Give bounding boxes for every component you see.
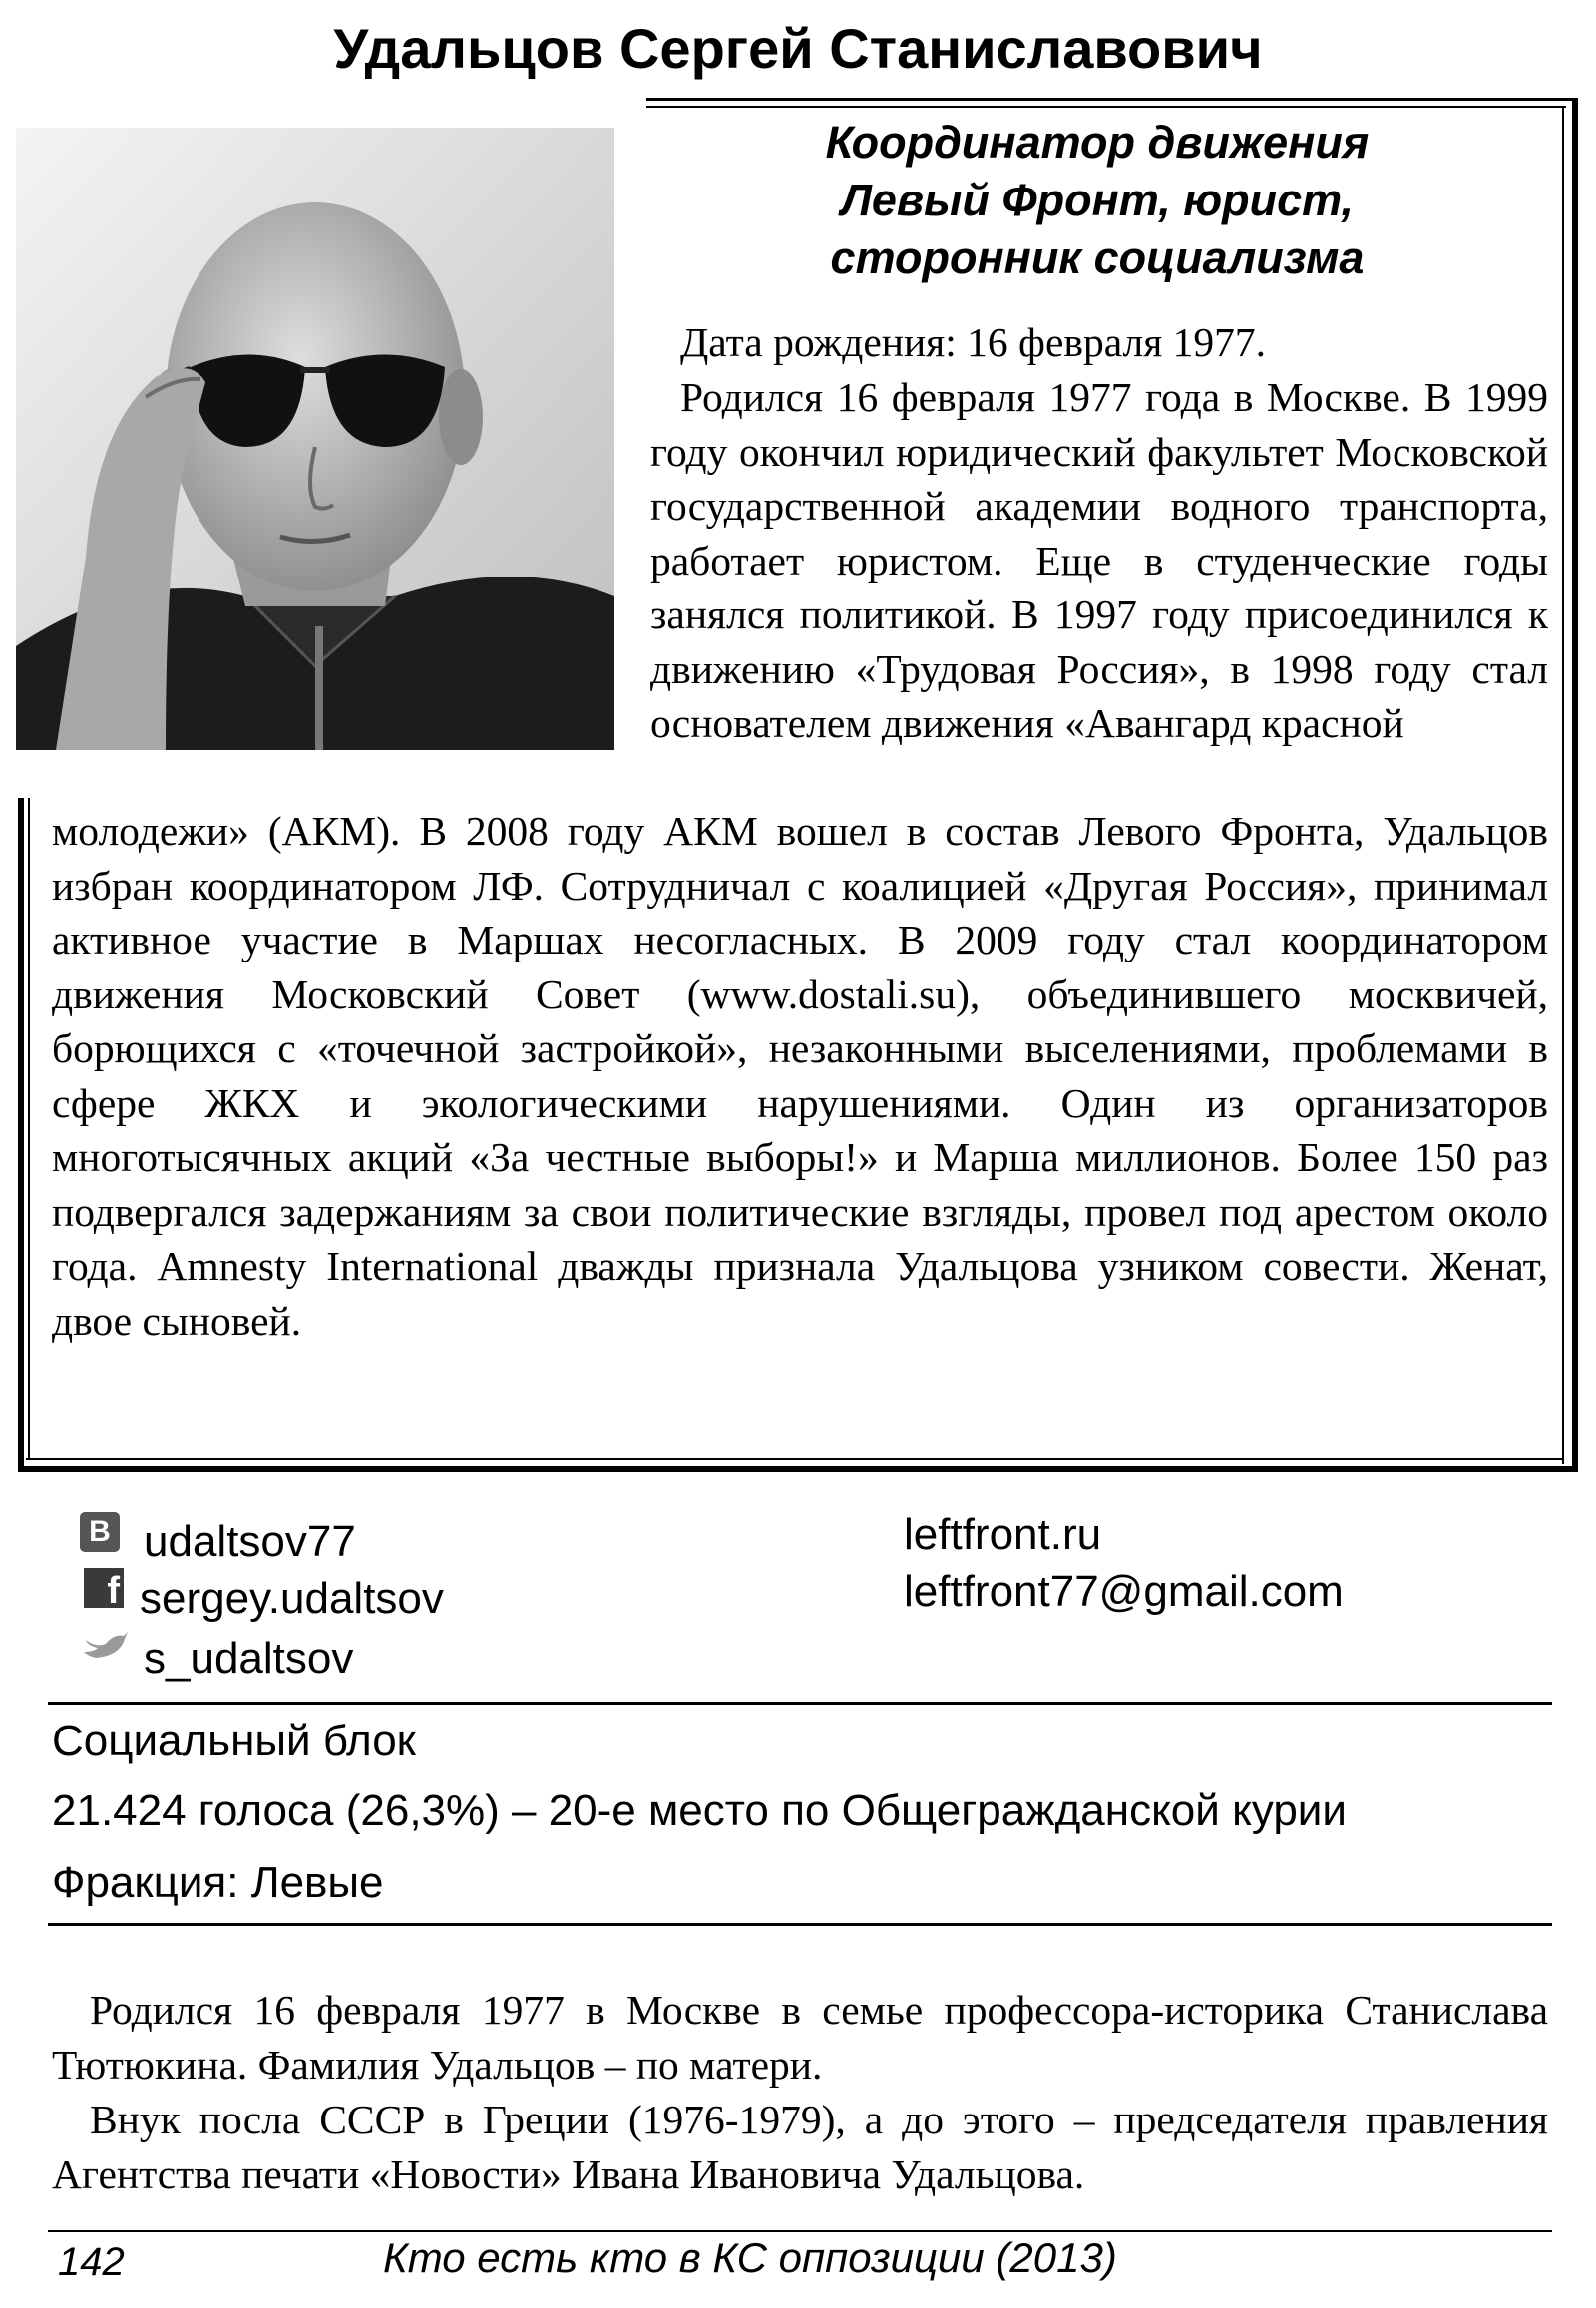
portrait-photo — [16, 128, 614, 750]
role-line: Левый Фронт, юрист, — [840, 175, 1355, 225]
birth-date: Дата рождения: 16 февраля 1977. — [680, 319, 1267, 365]
faction: Фракция: Левые — [52, 1858, 384, 1907]
twitter-bird-icon — [84, 1630, 128, 1660]
divider — [48, 1702, 1552, 1705]
book-title: Кто есть кто в КС оппозиции (2013) — [383, 2234, 1117, 2281]
extra-paragraph: Родился 16 февраля 1977 в Москве в семье профессора-историка Станислава Тютюкина. Фамилия Удальцов – по матери. — [52, 1987, 1548, 2088]
bloc-name: Социальный блок — [52, 1717, 416, 1765]
divider — [48, 1923, 1552, 1926]
facebook-handle[interactable]: sergey.udaltsov — [140, 1574, 444, 1623]
extra-paragraph: Внук посла СССР в Греции (1976-1979), а до этого – председателя правления Агентства печати «Новости» Ивана Ивановича Удальцова. — [52, 2097, 1548, 2197]
vk-handle[interactable]: udaltsov77 — [144, 1517, 356, 1566]
website-link[interactable]: leftfront.ru — [904, 1510, 1102, 1559]
role-line: сторонник социализма — [830, 232, 1365, 283]
bio-text: молодежи» (АКМ). В 2008 году АКМ вошел в состав Левого Фронта, Удальцов избран координатором ЛФ. Сотрудничал с коалицией «Другая Россия», принимал активное участие в Маршах несогласных. В 2009 году стал координатором движения Московский Совет (www.dostali.su), объединившего москвичей, борющихся с «точечной застройкой», незаконными выселениями, проблемами в сфере ЖКХ и экологическими нарушениями. Один из организаторов многотысячных акций «За честные выборы!» и Марша миллионов. Более 150 раз подвергался задержаниям за свои политические взгляды, провел под арестом около года. Amnesty International дважды признала Удальцова узником совести. Женат, двое сыновей. — [52, 808, 1548, 1344]
footer-divider — [48, 2230, 1552, 2232]
email-link[interactable]: leftfront77@gmail.com — [904, 1567, 1344, 1616]
role-line: Координатор движения — [825, 117, 1370, 168]
bio-intro: Родился 16 февраля 1977 года в Москве. В 1999 году окончил юридический факультет Московской государственной академии водного транспорта, работает юристом. Еще в студенческие годы занялся политикой. В 1997 году присоединился к движению «Трудовая Россия», в 1998 году стал основателем движения «Авангард красной — [650, 374, 1548, 746]
page-title: Удальцов Сергей Станиславович — [333, 17, 1263, 80]
page-number: 142 — [58, 2240, 125, 2284]
role-heading — [698, 114, 1496, 287]
facebook-icon: f — [84, 1568, 124, 1608]
twitter-handle[interactable]: s_udaltsov — [144, 1634, 354, 1683]
votes-result: 21.424 голоса (26,3%) – 20-е место по Общегражданской курии — [52, 1786, 1347, 1835]
vk-icon: B — [80, 1512, 120, 1552]
